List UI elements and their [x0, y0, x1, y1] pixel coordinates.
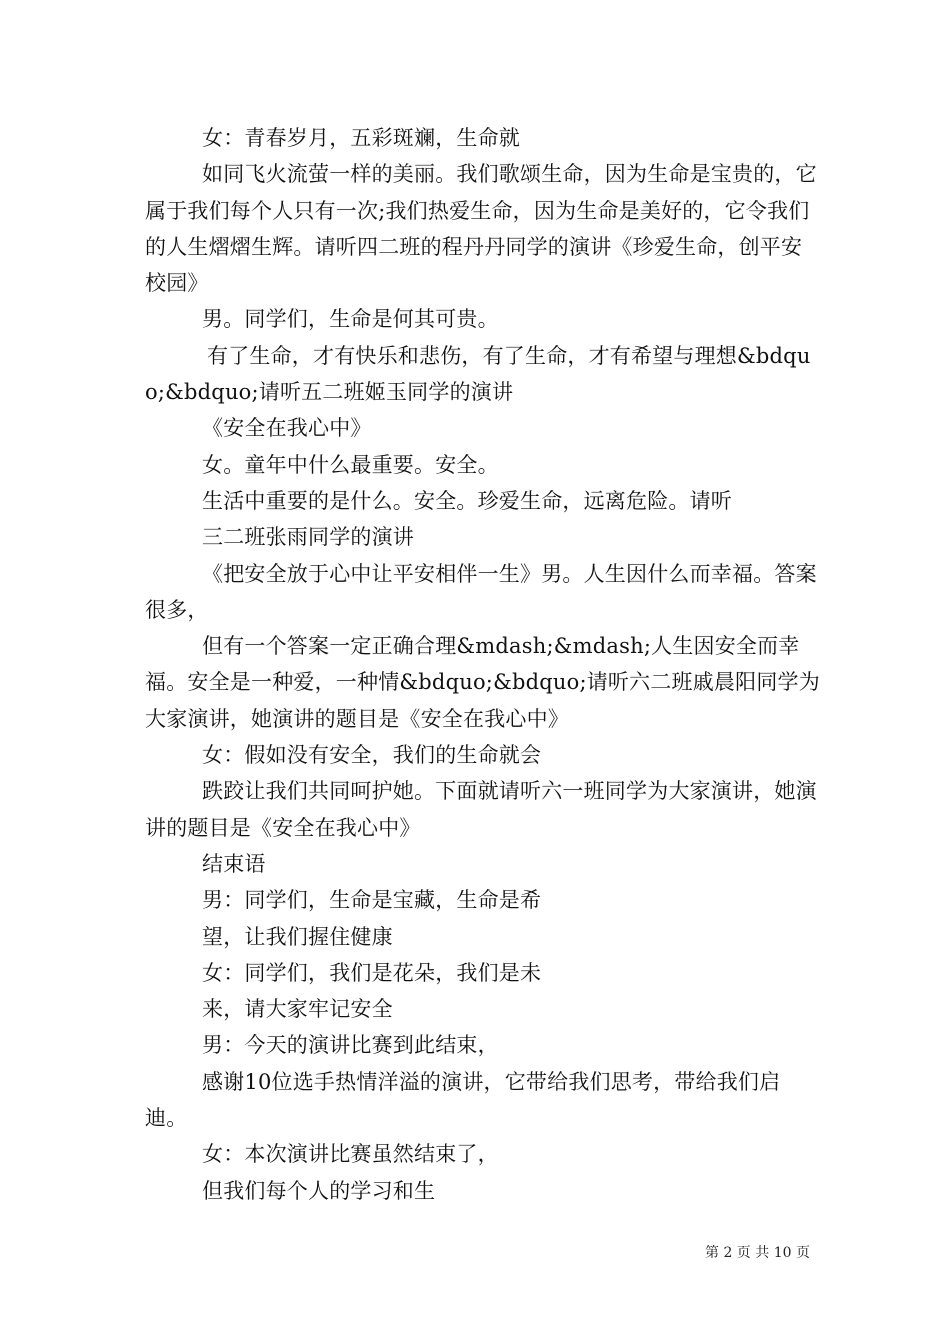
- paragraph: 女：本次演讲比赛虽然结束了，: [202, 1142, 499, 1167]
- paragraph: 跌跤让我们共同呵护她。下面就请听六一班同学为大家演讲，她演讲的题目是《安全在我心中》: [145, 779, 817, 840]
- paragraph: 女：青春岁月，五彩斑斓，生命就: [202, 126, 520, 150]
- paragraph: 女：同学们，我们是花朵，我们是未: [202, 960, 542, 985]
- paragraph: 男。同学们，生命是何其可贵。: [202, 307, 499, 332]
- paragraph: 但我们每个人的学习和生: [202, 1178, 436, 1203]
- paragraph: 男：今天的演讲比赛到此结束，: [202, 1033, 499, 1058]
- paragraph: 女：假如没有安全，我们的生命就会: [202, 743, 542, 768]
- page-number-footer: 第 2 页 共 10 页: [705, 1245, 810, 1261]
- paragraph: 《安全在我心中》: [202, 416, 372, 441]
- paragraph: 如同飞火流萤一样的美丽。我们歌颂生命，因为生命是宝贵的，它属于我们每个人只有一次;我们热爱生命，因为生命是美好的，它令我们的人生熠熠生辉。请听四二班的程丹丹同学的演讲《珍爱生命，创平安校园》: [145, 162, 817, 296]
- paragraph: 有了生命，才有快乐和悲伤，有了生命，才有希望与理想&bdquo;&bdquo;请听五二班姬玉同学的演讲: [145, 343, 811, 405]
- section-heading: 结束语: [202, 851, 266, 876]
- paragraph: 但有一个答案一定正确合理&mdash;&mdash;人生因安全而幸福。安全是一种爱，一种情&bdquo;&bdquo;请听六二班戚晨阳同学为大家演讲，她演讲的题目是《安全在我心中》: [145, 634, 820, 731]
- paragraph: 女。童年中什么最重要。安全。: [202, 452, 499, 477]
- paragraph: 男：同学们，生命是宝藏，生命是希: [202, 888, 542, 913]
- document-body: [145, 120, 820, 1209]
- paragraph: 感谢10位选手热情洋溢的演讲，它带给我们思考，带给我们启迪。: [145, 1069, 781, 1131]
- paragraph: 望，让我们握住健康: [202, 924, 393, 949]
- paragraph: 生活中重要的是什么。安全。珍爱生命，远离危险。请听: [202, 488, 732, 513]
- paragraph: 来，请大家牢记安全: [202, 997, 393, 1022]
- paragraph: 《把安全放于心中让平安相伴一生》男。人生因什么而幸福。答案很多，: [145, 561, 817, 622]
- paragraph: 三二班张雨同学的演讲: [202, 525, 414, 550]
